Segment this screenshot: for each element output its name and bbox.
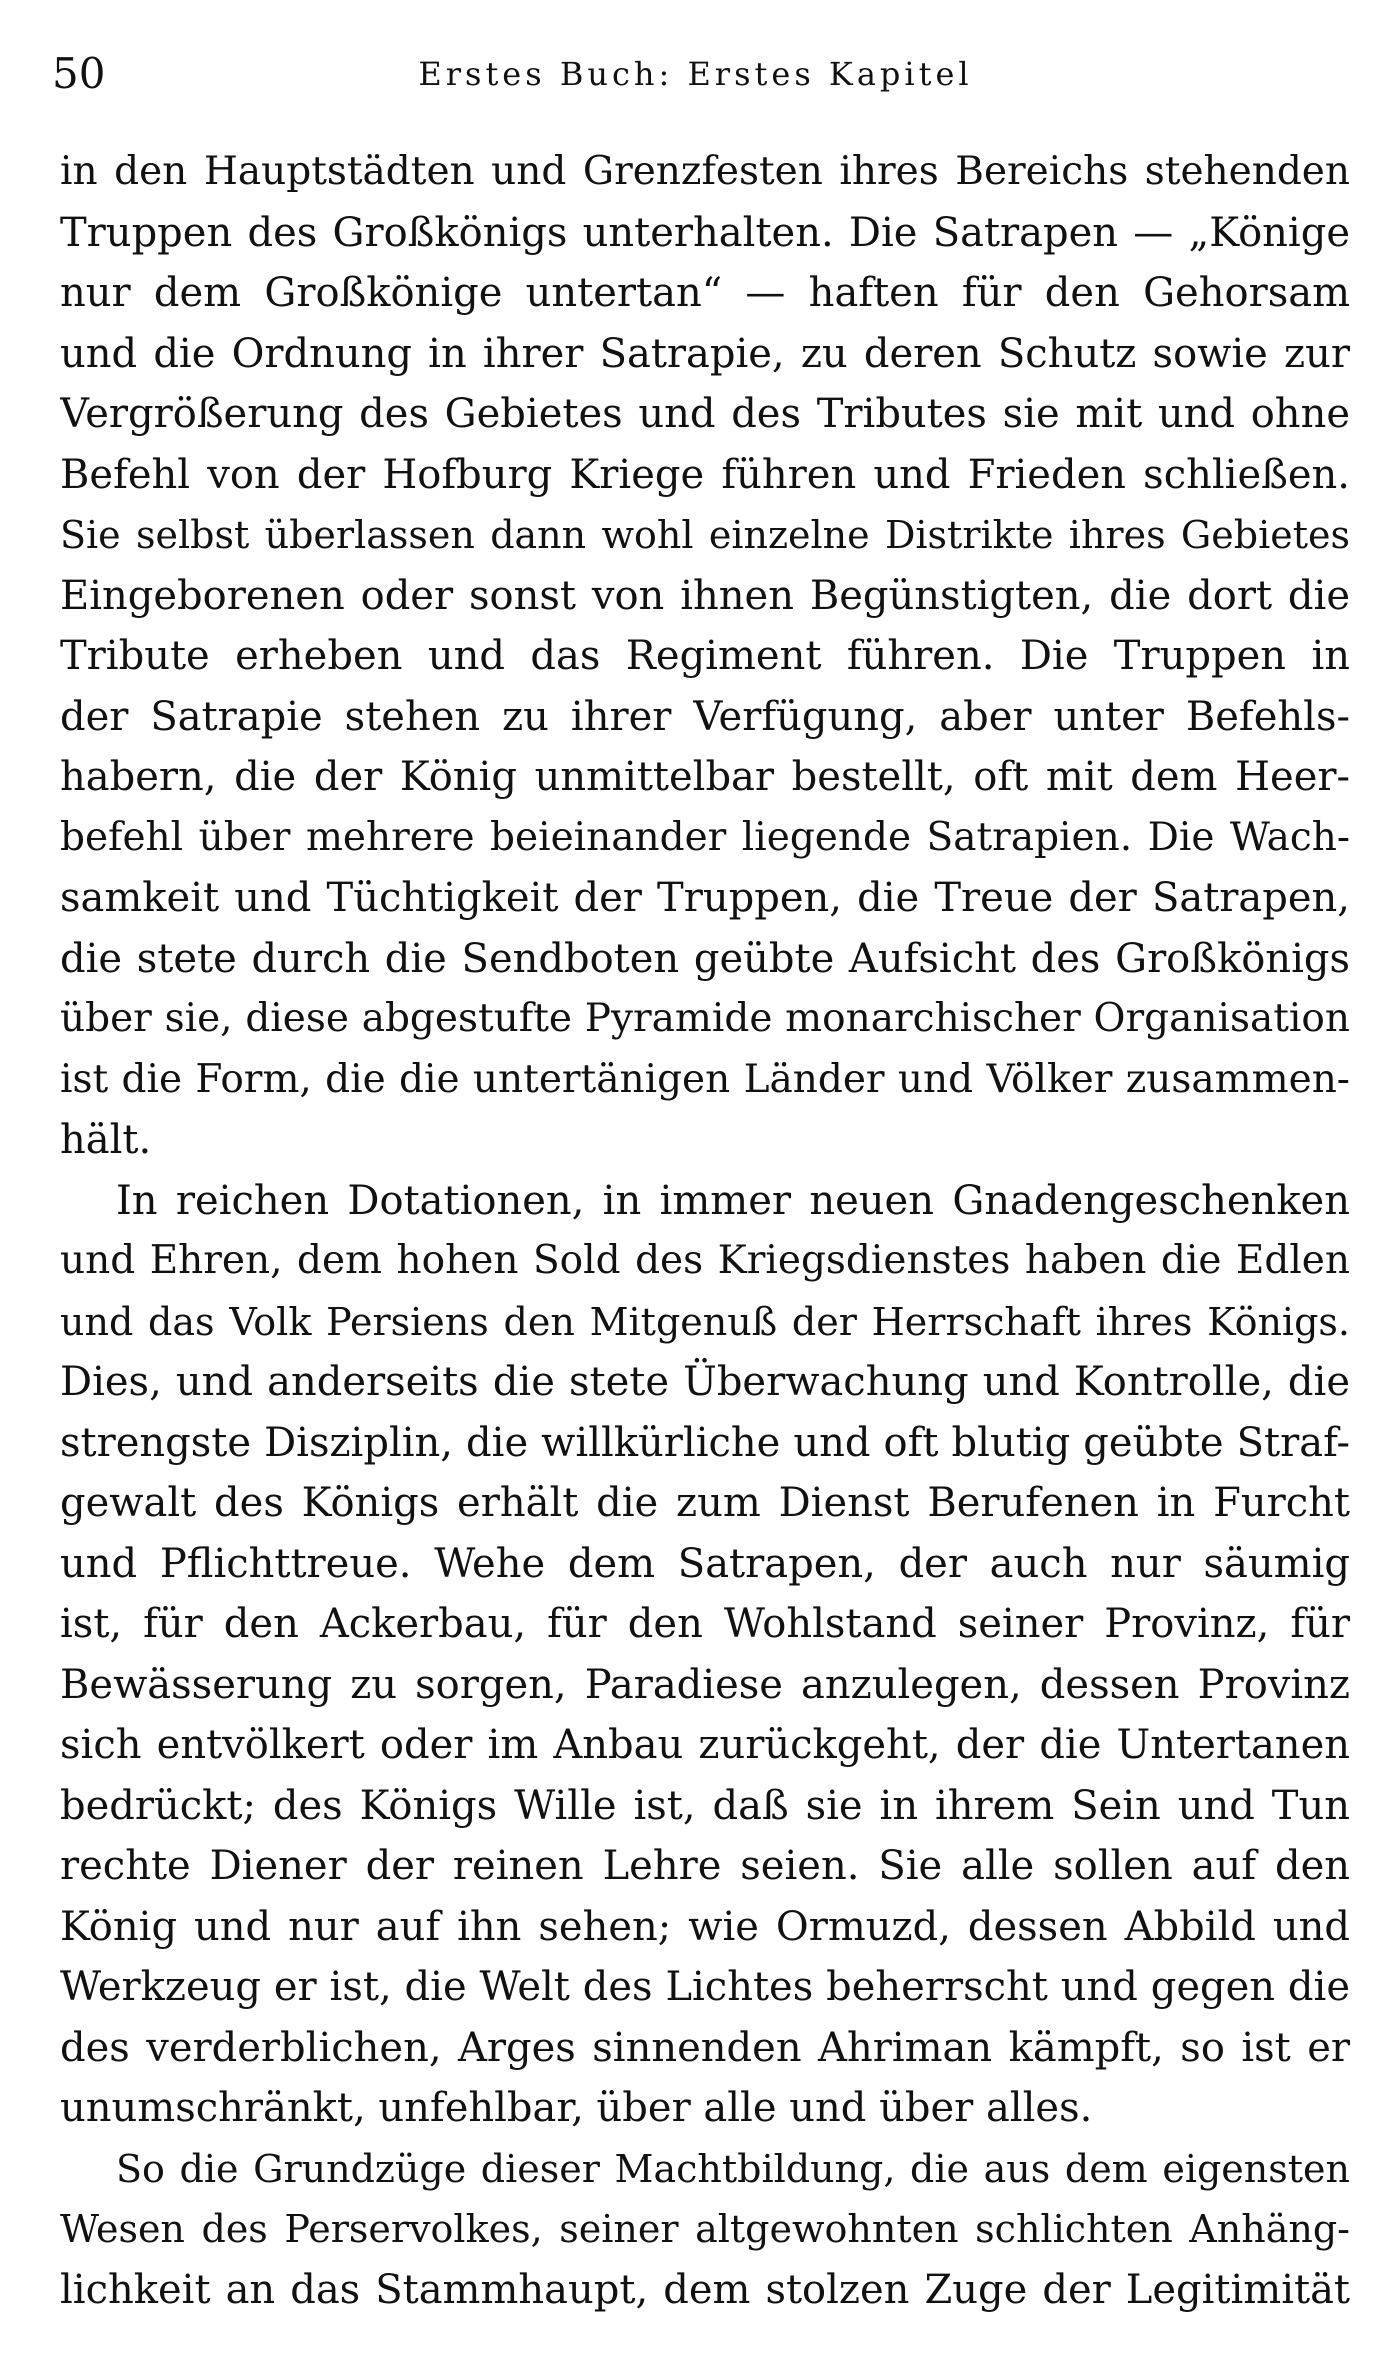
- paragraph: [60, 142, 1350, 1171]
- text-line: über sie, diese abgestufte Pyramide monarchischer Organisation: [60, 996, 1350, 1041]
- paragraph: [60, 2139, 1350, 2321]
- text-line: gewalt des Königs erhält die zum Dienst Berufenen in Furcht: [60, 1480, 1350, 1526]
- body-text: [60, 142, 1350, 2320]
- text-line: lichkeit an das Stammhaupt, dem stolzen Zuge der Legitimität: [60, 2266, 1350, 2313]
- text-line: Wesen des Perservolkes, seiner altgewohnten schlichten Anhäng-: [60, 2207, 1350, 2251]
- text-line: Befehl von der Hofburg Kriege führen und Frieden schließen.: [60, 451, 1350, 498]
- running-head: [52, 44, 1339, 104]
- text-line: die stete durch die Sendboten geübte Aufsicht des Großkönigs: [60, 935, 1350, 982]
- running-title: Erstes Buch: Erstes Kapitel: [418, 55, 973, 93]
- text-line: hält.: [60, 1117, 152, 1163]
- text-line: und Pflichttreue. Wehe dem Satrapen, der auch nur säumig: [60, 1540, 1350, 1587]
- text-line: in den Hauptstädten und Grenzfesten ihres Bereichs stehenden: [60, 149, 1350, 194]
- text-line: ist die Form, die die untertänigen Länder und Völker zusammen-: [60, 1056, 1350, 1102]
- text-line: des verderblichen, Arges sinnenden Ahriman kämpft, so ist er: [60, 2024, 1350, 2071]
- text-line: samkeit und Tüchtigkeit der Truppen, die Treue der Satrapen,: [60, 875, 1350, 921]
- text-line: Dies, und anderseits die stete Überwachung und Kontrolle, die: [60, 1359, 1350, 1405]
- text-line: Werkzeug er ist, die Welt des Lichtes beherrscht und gegen die: [60, 1964, 1350, 2010]
- text-line: Vergrößerung des Gebietes und des Tributes sie mit und ohne: [60, 391, 1350, 437]
- text-line: der Satrapie stehen zu ihrer Verfügung, aber unter Befehls-: [60, 693, 1350, 740]
- text-line: Eingeborenen oder sonst von ihnen Begünstigten, die dort die: [60, 572, 1350, 619]
- text-line: Truppen des Großkönigs unterhalten. Die Satrapen — „Könige: [60, 209, 1350, 256]
- text-line: nur dem Großkönige untertan“ — haften für den Gehorsam: [60, 270, 1350, 316]
- text-line: König und nur auf ihn sehen; wie Ormuzd, dessen Abbild und: [60, 1903, 1350, 1950]
- text-line: Bewässerung zu sorgen, Paradiese anzulegen, dessen Provinz: [60, 1661, 1350, 1708]
- text-line: befehl über mehrere beieinander liegende Satrapien. Die Wach-: [60, 814, 1350, 860]
- paragraph: [60, 1171, 1350, 2139]
- text-line: und die Ordnung in ihrer Satrapie, zu deren Schutz sowie zur: [60, 330, 1350, 377]
- text-line: In reichen Dotationen, in immer neuen Gnadengeschenken: [116, 1177, 1350, 1224]
- text-line: Sie selbst überlassen dann wohl einzelne Distrikte ihres Gebietes: [60, 513, 1350, 557]
- text-line: und Ehren, dem hohen Sold des Kriegsdienstes haben die Edlen: [60, 1238, 1350, 1283]
- text-line: bedrückt; des Königs Wille ist, daß sie in ihrem Sein und Tun: [60, 1782, 1350, 1829]
- text-line: sich entvölkert oder im Anbau zurückgeht, der die Untertanen: [60, 1722, 1350, 1768]
- page-number: 50: [52, 49, 106, 98]
- text-line: Tribute erheben und das Regiment führen. Die Truppen in: [60, 633, 1350, 679]
- text-line: unumschränkt, unfehlbar, über alle und über alles.: [60, 2085, 1093, 2131]
- text-line: habern, die der König unmittelbar bestellt, oft mit dem Heer-: [60, 754, 1350, 800]
- text-line: rechte Diener der reinen Lehre seien. Sie alle sollen auf den: [60, 1843, 1350, 1889]
- text-line: So die Grundzüge dieser Machtbildung, die aus dem eigensten: [116, 2146, 1350, 2191]
- text-line: strengste Disziplin, die willkürliche und oft blutig geübte Straf-: [60, 1419, 1350, 1466]
- text-line: ist, für den Ackerbau, für den Wohlstand seiner Provinz, für: [60, 1601, 1350, 1647]
- text-line: und das Volk Persiens den Mitgenuß der Herrschaft ihres Königs.: [60, 1299, 1350, 1344]
